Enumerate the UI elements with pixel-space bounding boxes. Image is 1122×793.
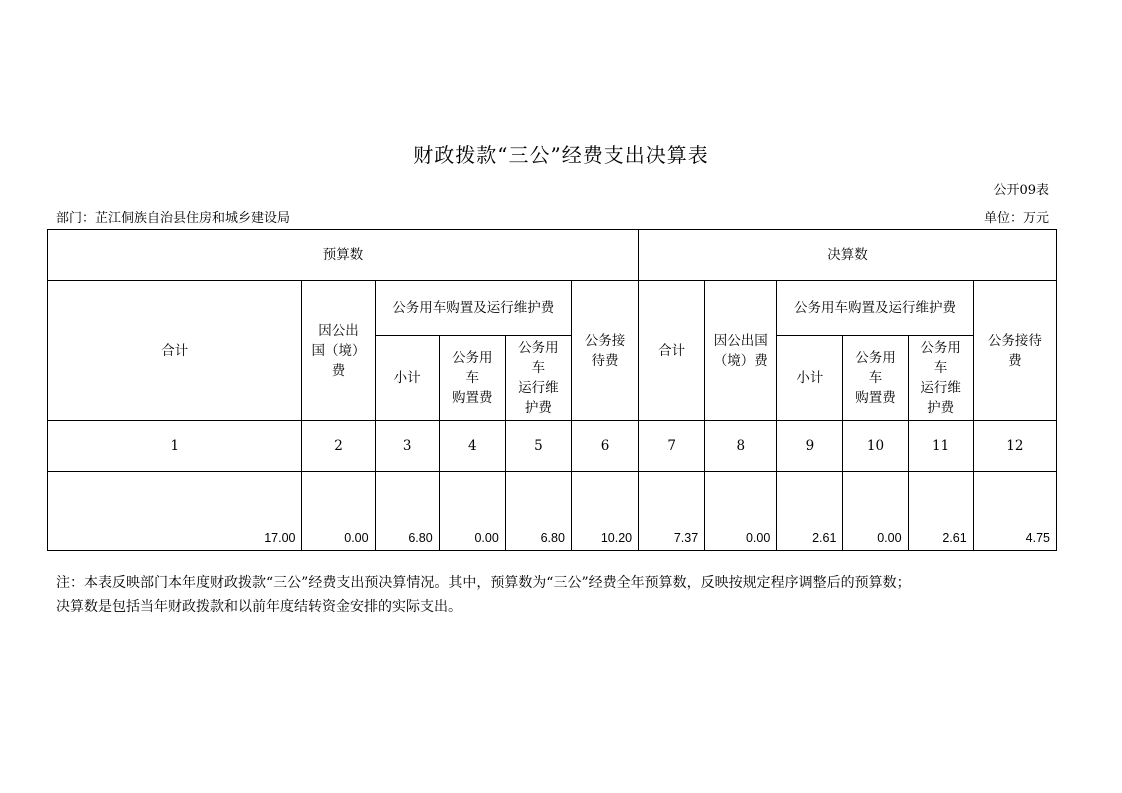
index-cell: 9 <box>777 421 843 472</box>
footnote <box>56 571 1056 619</box>
budget-group-header: 预算数 <box>48 230 639 281</box>
budget-subtotal-header: 小计 <box>375 336 439 421</box>
final-reception-header: 公务接待 费 <box>973 281 1056 421</box>
value-cell: 2.61 <box>908 472 973 551</box>
final-car-group-header: 公务用车购置及运行维护费 <box>777 281 973 336</box>
value-row <box>48 472 1057 551</box>
value-cell: 4.75 <box>973 472 1056 551</box>
final-car-purchase-header: 公务用 车 购置费 <box>843 336 908 421</box>
final-subtotal-header: 小计 <box>777 336 843 421</box>
index-cell: 3 <box>375 421 439 472</box>
index-cell: 11 <box>908 421 973 472</box>
value-cell: 10.20 <box>571 472 638 551</box>
form-number: 公开09表 <box>993 183 1049 198</box>
value-cell: 0.00 <box>705 472 777 551</box>
column-header-row <box>48 281 1057 336</box>
index-cell: 12 <box>973 421 1056 472</box>
value-cell: 2.61 <box>777 472 843 551</box>
budget-abroad-header: 因公出 国（境） 费 <box>302 281 375 421</box>
budget-car-purchase-header: 公务用 车 购置费 <box>439 336 505 421</box>
unit-label: 单位：万元 <box>983 211 1049 226</box>
value-cell: 0.00 <box>843 472 908 551</box>
footnote-line-1: 注：本表反映部门本年度财政拨款“三公”经费支出预决算情况。其中，预算数为“三公”经费全年预算数，反映按规定程序调整后的预算数； <box>56 575 911 591</box>
budget-reception-header: 公务接 待费 <box>571 281 638 421</box>
department-label: 部门：芷江侗族自治县住房和城乡建设局 <box>56 211 291 226</box>
budget-total-header: 合计 <box>48 281 302 421</box>
value-cell: 6.80 <box>505 472 571 551</box>
group-header-row <box>48 230 1057 281</box>
index-row <box>48 421 1057 472</box>
index-cell: 4 <box>439 421 505 472</box>
final-abroad-header: 因公出国 （境）费 <box>705 281 777 421</box>
value-cell: 0.00 <box>439 472 505 551</box>
final-car-running-header: 公务用 车 运行维 护费 <box>908 336 973 421</box>
three-public-expenditure-table <box>47 229 1057 551</box>
value-cell: 0.00 <box>302 472 375 551</box>
index-cell: 7 <box>639 421 705 472</box>
budget-car-running-header: 公务用 车 运行维 护费 <box>505 336 571 421</box>
index-cell: 5 <box>505 421 571 472</box>
budget-car-group-header: 公务用车购置及运行维护费 <box>375 281 571 336</box>
page-title: 财政拨款“三公”经费支出决算表 <box>413 143 709 167</box>
index-cell: 10 <box>843 421 908 472</box>
index-cell: 8 <box>705 421 777 472</box>
index-cell: 2 <box>302 421 375 472</box>
index-cell: 1 <box>48 421 302 472</box>
footnote-line-2: 决算数是包括当年财政拨款和以前年度结转资金安排的实际支出。 <box>56 599 462 615</box>
value-cell: 17.00 <box>48 472 302 551</box>
final-total-header: 合计 <box>639 281 705 421</box>
index-cell: 6 <box>571 421 638 472</box>
value-cell: 7.37 <box>639 472 705 551</box>
final-group-header: 决算数 <box>639 230 1057 281</box>
value-cell: 6.80 <box>375 472 439 551</box>
